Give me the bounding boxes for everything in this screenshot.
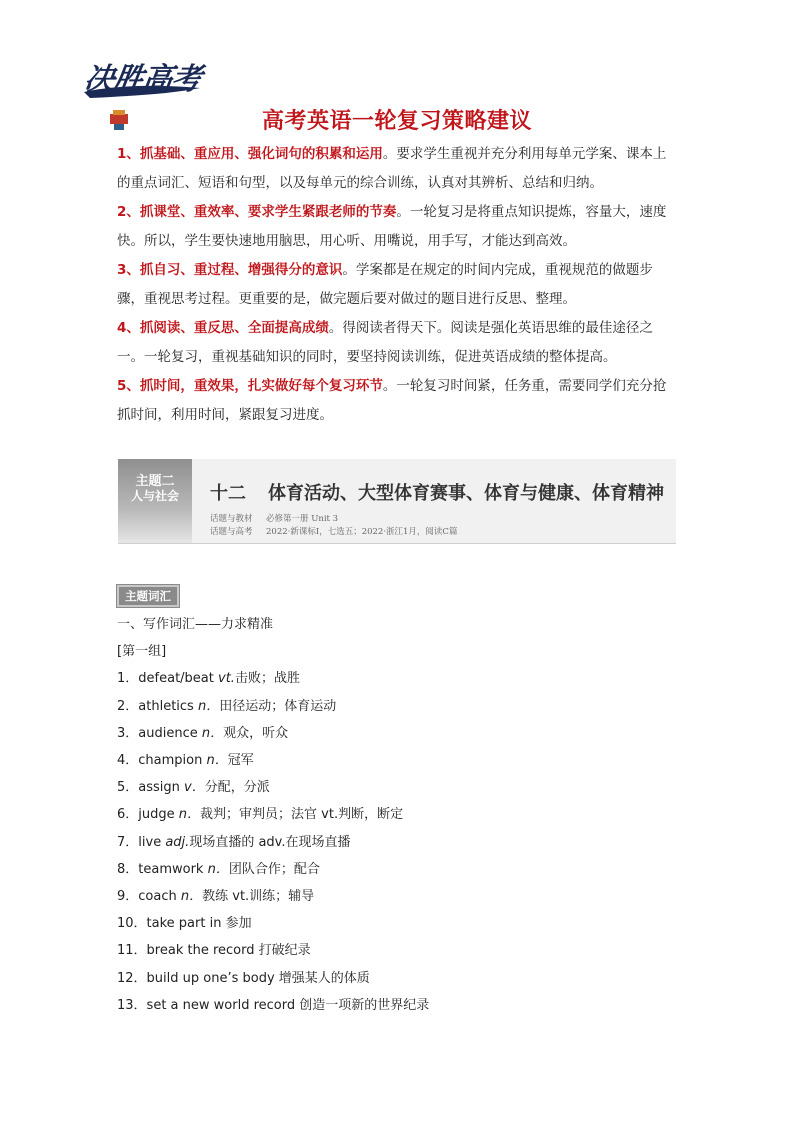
list-item: 3．audience n．观众，听众 [117,725,289,741]
list-item: 8．teamwork n．团队合作；配合 [117,861,320,877]
list-item: 1．defeat/beat vt.击败；战胜 [117,671,300,687]
strategy-item: 5、抓时间，重效果，扎实做好每个复习环节。一轮复习时间紧，任务重，需要同学们充分抢抓时间，利用时间，紧跟复习进度。 [117,378,667,423]
list-item: 9．coach n．教练 vt.训练；辅导 [117,889,315,905]
list-item: 10．take part in 参加 [117,916,252,932]
topic-meta-row: 话题与高考 2022·新课标Ⅰ，七选五；2022·浙江1月，阅读C篇 [210,527,458,537]
vocab-heading: 一、写作词汇——力求精准 [117,617,274,632]
strategy-item: 2、抓课堂、重效率、要求学生紧跟老师的节奏。一轮复习是将重点知识提炼，容量大，速度快。所以，学生要快速地用脑思，用心听、用嘴说，用手写，才能达到高效。 [117,204,667,249]
topic-title: 十二 体育活动、大型体育赛事、体育与健康、体育精神 [210,483,664,504]
list-item: 4．champion n．冠军 [117,753,254,769]
topic-tag: 主题二 人与社会 [118,459,192,543]
group-label: [第一组] [117,644,167,660]
section-tag: 主题词汇 [117,585,179,607]
strategy-item: 1、抓基础、重应用、强化词句的积累和运用。要求学生重视并充分利用每单元学案、课本上的重点词汇、短语和句型，以及每单元的综合训练，认真对其辨析、总结和归纳。 [117,146,667,191]
list-item: 7．live adj.现场直播的 adv.在现场直播 [117,834,351,850]
strategy-item: 4、抓阅读、重反思、全面提高成绩。得阅读者得天下。阅读是强化英语思维的最佳途径之一。一轮复习，重视基础知识的同时，要坚持阅读训练，促进英语成绩的整体提高。 [117,320,653,365]
strategy-item: 3、抓自习、重过程、增强得分的意识。学案都是在规定的时间内完成，重视规范的做题步骤，重视思考过程。更重要的是，做完题后要对做过的题目进行反思、整理。 [117,262,653,307]
list-item: 2．athletics n．田径运动；体育运动 [117,698,337,714]
list-item: 6．judge n．裁判；审判员；法官 vt.判断，断定 [117,807,404,823]
logo-text: 决胜高考 [82,62,203,97]
topic-banner [118,459,676,544]
list-item: 5．assign v．分配，分派 [117,780,270,796]
vocab-list [117,611,677,1019]
page-title: 高考英语一轮复习策略建议 [261,109,532,134]
strategy-list [117,140,677,430]
list-item: 11．break the record 打破纪录 [117,943,311,959]
list-item: 13．set a new world record 创造一项新的世界纪录 [117,997,430,1013]
list-item: 12．build up one’s body 增强某人的体质 [117,970,370,986]
topic-meta-row: 话题与教材 必修第一册 Unit 3 [210,514,339,524]
topic-meta [210,513,670,539]
